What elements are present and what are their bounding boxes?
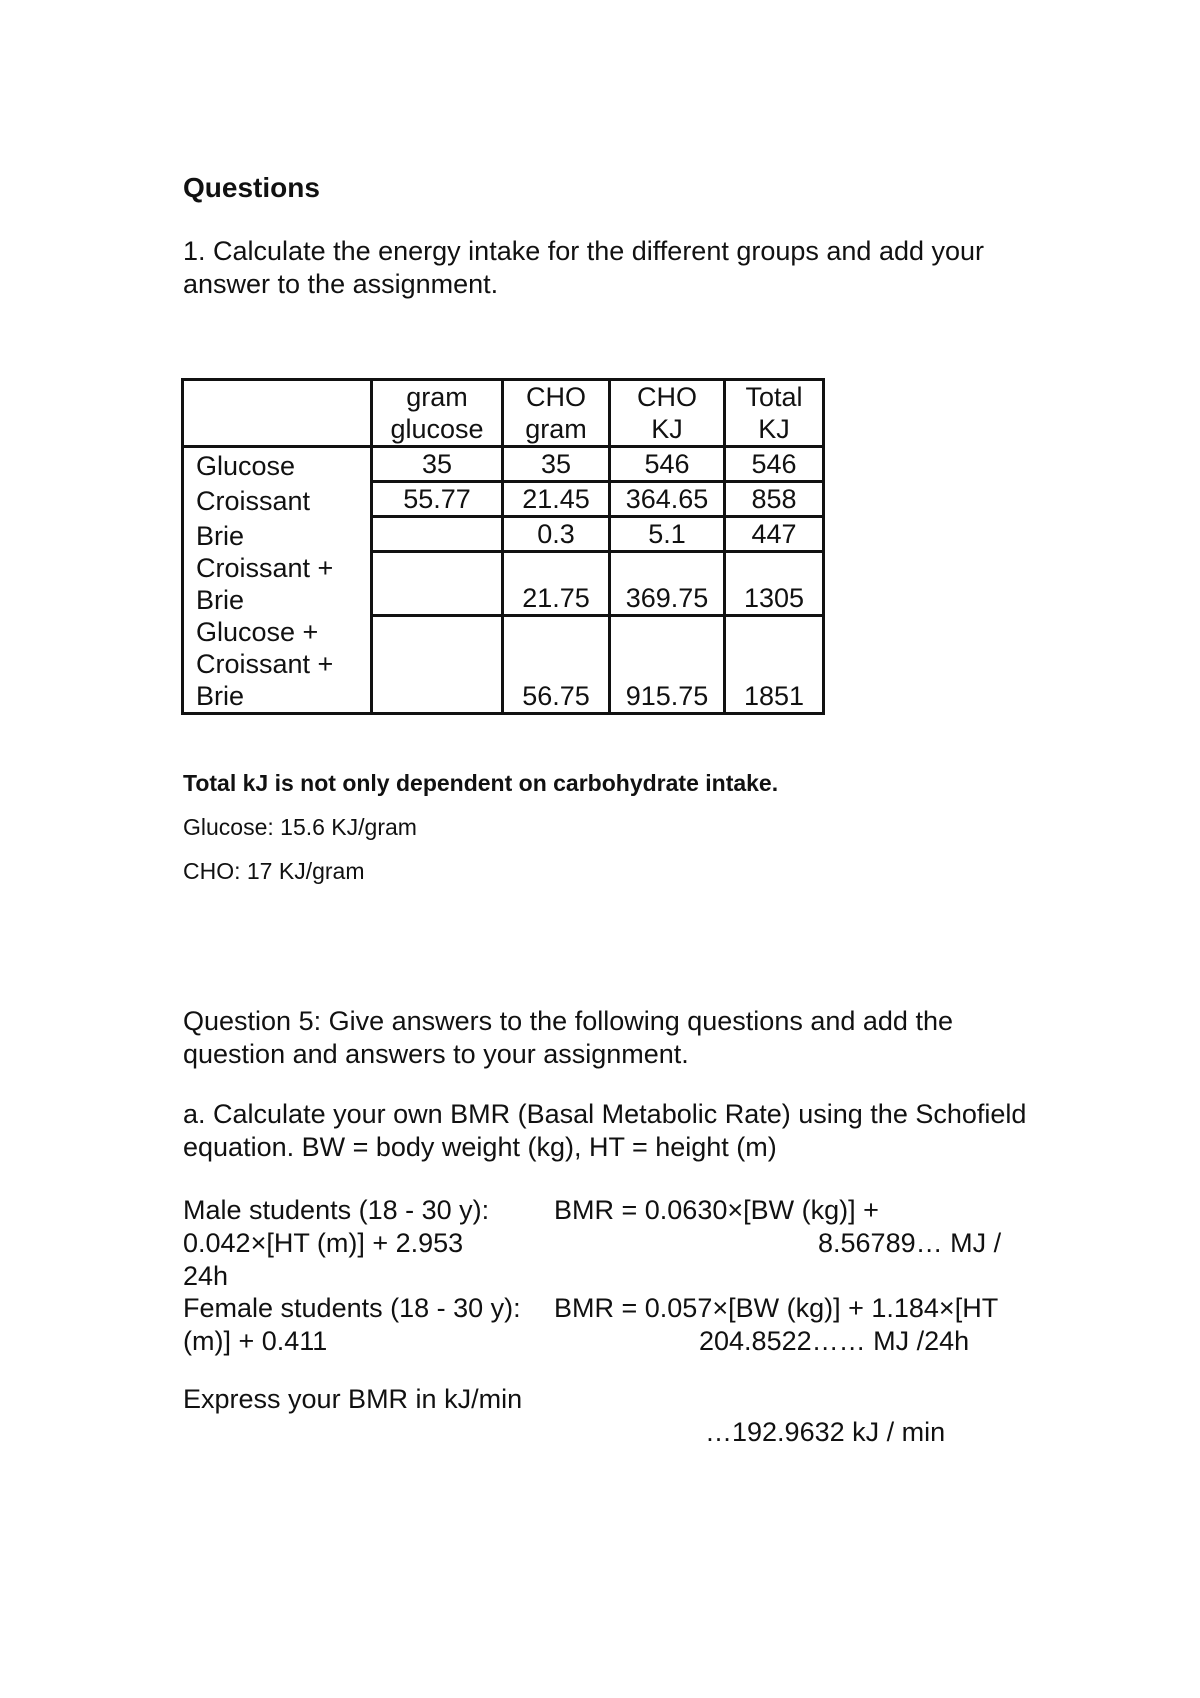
question-5-text: Question 5: Give answers to the following questions and add the question and answers to your assignment. xyxy=(183,1006,953,1069)
row-label: Glucose + Croissant + Brie xyxy=(183,616,372,714)
question-1-text: 1. Calculate the energy intake for the different groups and add your answer to the assignment. xyxy=(183,236,985,299)
table-cell: 5.1 xyxy=(610,517,725,552)
table-cell xyxy=(372,517,503,552)
table-header-cell xyxy=(183,380,372,447)
table-cell: 35 xyxy=(503,447,610,482)
note-total-kj: Total kJ is not only dependent on carbohydrate intake. xyxy=(183,770,779,796)
express-bmr-answer: …192.9632 kJ / min xyxy=(705,1417,946,1447)
table-cell xyxy=(372,552,503,616)
table-row xyxy=(183,517,824,552)
table-cell: 858 xyxy=(725,482,824,517)
row-label: Croissant + Brie xyxy=(183,552,372,616)
page-title: Questions xyxy=(183,172,320,203)
row-label: Brie xyxy=(183,517,372,552)
table-cell: 546 xyxy=(610,447,725,482)
table-cell: 1851 xyxy=(725,616,824,714)
female-formula: BMR = 0.057×[BW (kg)] + 1.184×[HT xyxy=(554,1293,999,1323)
table-cell: 546 xyxy=(725,447,824,482)
table-header-row xyxy=(183,380,824,447)
table-header-cell: gram glucose xyxy=(372,380,503,447)
table-header-cell: Total KJ xyxy=(725,380,824,447)
part-a-intro: a. Calculate your own BMR (Basal Metabolic Rate) using the Schofield equation. BW = body weight (kg), HT = height (m) xyxy=(183,1099,1027,1162)
female-label: Female students (18 - 30 y): xyxy=(183,1293,521,1323)
table-cell: 1305 xyxy=(725,552,824,616)
male-answer: 8.56789… MJ / xyxy=(818,1228,1002,1258)
table-cell: 447 xyxy=(725,517,824,552)
table-cell: 915.75 xyxy=(610,616,725,714)
row-label: Croissant xyxy=(183,482,372,517)
table-cell: 369.75 xyxy=(610,552,725,616)
male-formula: BMR = 0.0630×[BW (kg)] + xyxy=(554,1195,879,1225)
table-cell: 56.75 xyxy=(503,616,610,714)
table-header-cell: CHO KJ xyxy=(610,380,725,447)
table-cell xyxy=(372,616,503,714)
table-row xyxy=(183,447,824,482)
male-answer-unit: 24h xyxy=(183,1261,229,1291)
row-label: Glucose xyxy=(183,447,372,482)
male-label: Male students (18 - 30 y): xyxy=(183,1195,490,1225)
female-answer: 204.8522…… MJ /24h xyxy=(699,1326,970,1356)
table-row xyxy=(183,482,824,517)
table-row xyxy=(183,552,824,616)
table-cell: 21.75 xyxy=(503,552,610,616)
female-formula-cont: (m)] + 0.411 xyxy=(183,1326,328,1356)
table-cell: 21.45 xyxy=(503,482,610,517)
male-formula-cont: 0.042×[HT (m)] + 2.953 xyxy=(183,1228,464,1258)
energy-intake-table xyxy=(181,378,825,715)
table-cell: 55.77 xyxy=(372,482,503,517)
table-cell: 35 xyxy=(372,447,503,482)
note-cho-energy: CHO: 17 KJ/gram xyxy=(183,858,365,884)
note-glucose-energy: Glucose: 15.6 KJ/gram xyxy=(183,814,417,840)
express-bmr-prompt: Express your BMR in kJ/min xyxy=(183,1384,523,1414)
table-header-cell: CHO gram xyxy=(503,380,610,447)
table-cell: 0.3 xyxy=(503,517,610,552)
table-cell: 364.65 xyxy=(610,482,725,517)
table-row xyxy=(183,616,824,714)
